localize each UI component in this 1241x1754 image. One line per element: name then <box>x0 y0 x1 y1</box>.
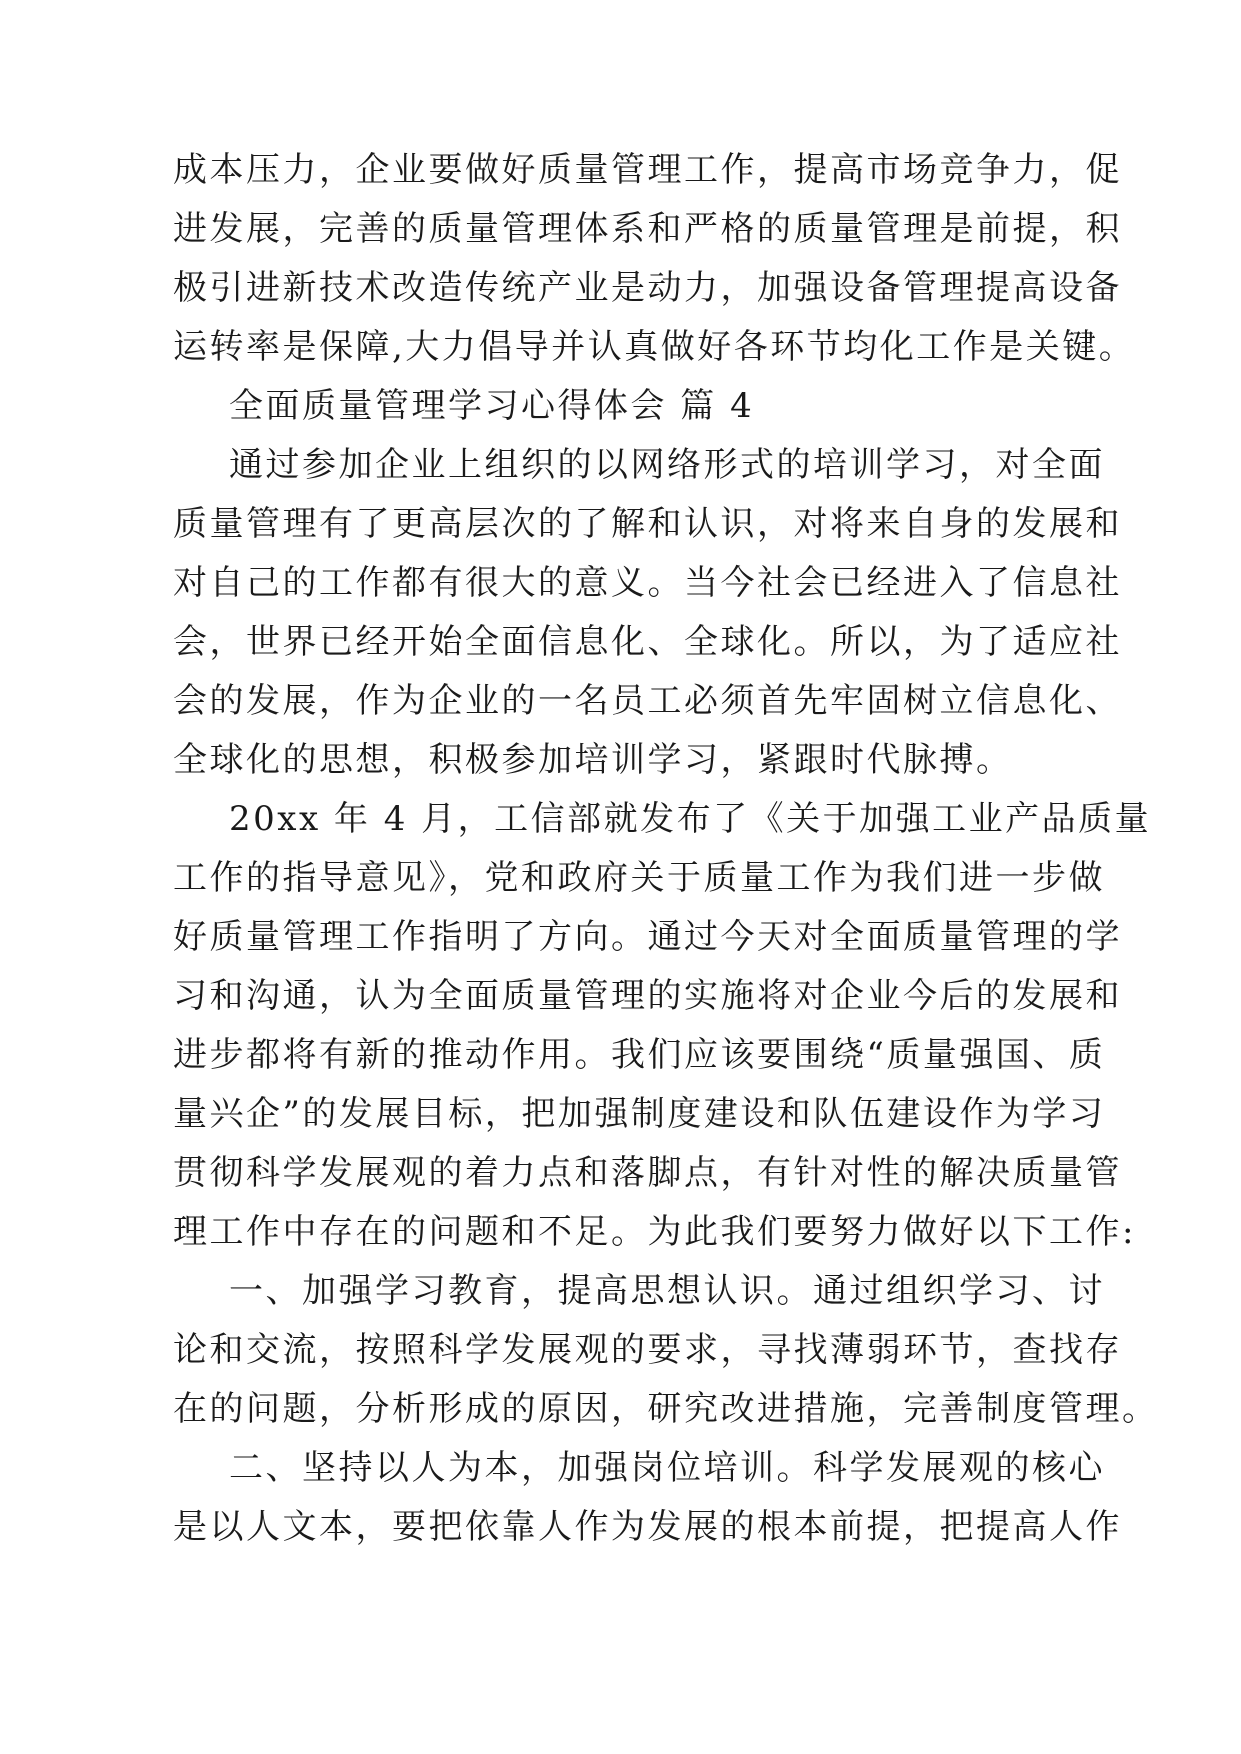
text-line: 理工作中存在的问题和不足。为此我们要努力做好以下工作: <box>173 1212 1136 1252</box>
text-line: 习和沟通，认为全面质量管理的实施将对企业今后的发展和 <box>173 976 1122 1016</box>
text-line: 量兴企”的发展目标，把加强制度建设和队伍建设作为学习 <box>173 1094 1106 1134</box>
text-line: 质量管理有了更高层次的了解和认识，对将来自身的发展和 <box>173 504 1122 544</box>
text-line: 对自己的工作都有很大的意义。当今社会已经进入了信息社 <box>173 563 1122 603</box>
text-line: 全球化的思想，积极参加培训学习，紧跟时代脉搏。 <box>173 740 1013 780</box>
text-line: 进发展，完善的质量管理体系和严格的质量管理是前提，积 <box>173 209 1122 249</box>
text-line: 会，世界已经开始全面信息化、全球化。所以，为了适应社 <box>173 622 1122 662</box>
text-line: 通过参加企业上组织的以网络形式的培训学习，对全面 <box>229 445 1105 485</box>
section-heading: 全面质量管理学习心得体会 篇 4 <box>229 386 755 426</box>
text-line: 极引进新技术改造传统产业是动力，加强设备管理提高设备 <box>173 268 1122 308</box>
text-line: 会的发展，作为企业的一名员工必须首先牢固树立信息化、 <box>173 681 1122 721</box>
text-line: 论和交流，按照科学发展观的要求，寻找薄弱环节，查找存 <box>173 1330 1122 1370</box>
text-line: 工作的指导意见》，党和政府关于质量工作为我们进一步做 <box>173 858 1105 898</box>
text-line: 成本压力，企业要做好质量管理工作，提高市场竞争力，促 <box>173 150 1122 190</box>
text-line: 二、坚持以人为本，加强岗位培训。科学发展观的核心 <box>229 1448 1105 1488</box>
text-line: 一、加强学习教育，提高思想认识。通过组织学习、讨 <box>229 1271 1105 1311</box>
text-line: 20xx 年 4 月，工信部就发布了《关于加强工业产品质量 <box>229 799 1152 839</box>
text-line: 在的问题，分析形成的原因，研究改进措施，完善制度管理。 <box>173 1389 1159 1429</box>
text-line: 进步都将有新的推动作用。我们应该要围绕“质量强国、质 <box>173 1035 1106 1075</box>
text-line: 是以人文本，要把依靠人作为发展的根本前提，把提高人作 <box>173 1507 1122 1547</box>
text-line: 好质量管理工作指明了方向。通过今天对全面质量管理的学 <box>173 917 1122 957</box>
text-line: 贯彻科学发展观的着力点和落脚点，有针对性的解决质量管 <box>173 1153 1122 1193</box>
text-line: 运转率是保障,大力倡导并认真做好各环节均化工作是关键。 <box>173 327 1136 367</box>
